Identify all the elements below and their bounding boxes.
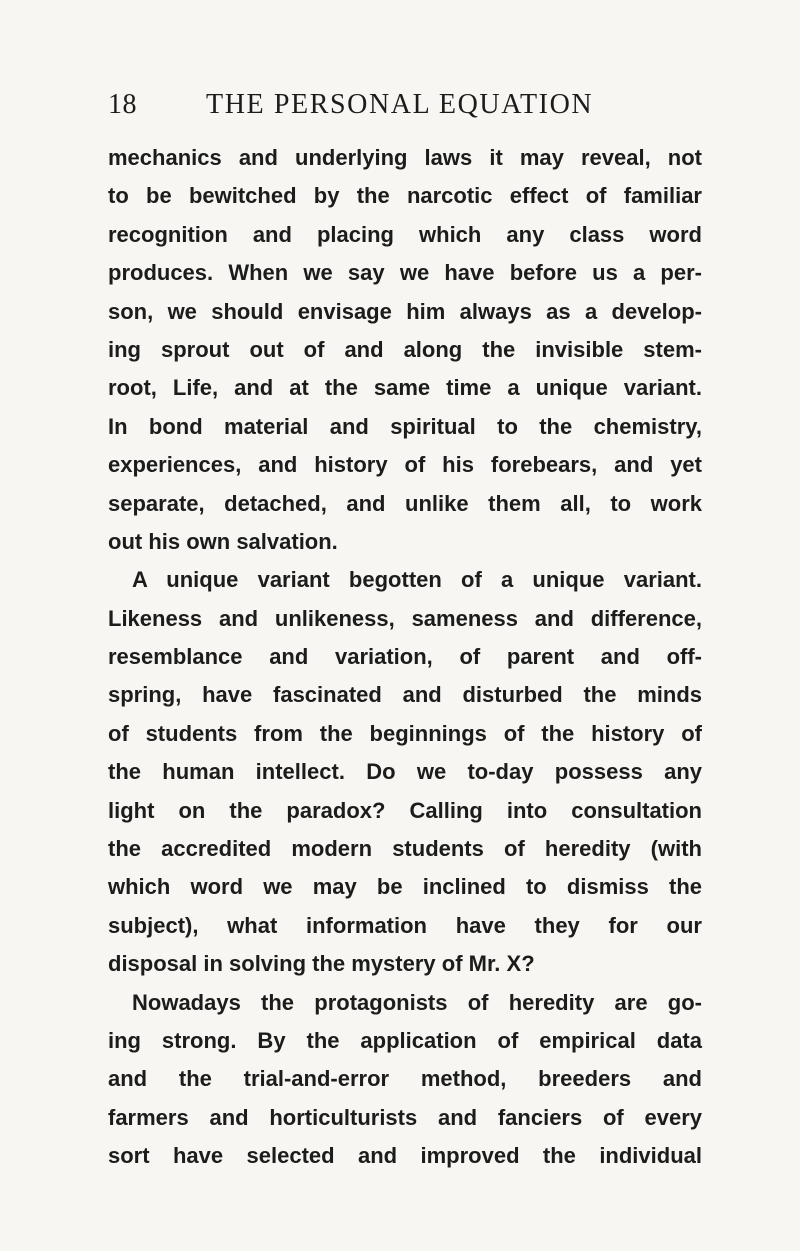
text-line: light on the paradox? Calling into consultation xyxy=(108,797,702,823)
text-line: which word we may be inclined to dismiss the xyxy=(108,874,702,900)
text-line: separate, detached, and unlike them all, to work xyxy=(108,490,702,516)
text-line: spring, have fascinated and disturbed the minds xyxy=(108,682,702,708)
text-line: farmers and horticulturists and fanciers of every xyxy=(108,1104,702,1130)
paragraph-first-line: A unique variant begotten of a unique variant. xyxy=(132,567,702,593)
running-head xyxy=(108,83,702,127)
body-text xyxy=(108,139,702,1176)
text-line: the accredited modern students of heredity (with xyxy=(108,836,702,862)
text-line: ing strong. By the application of empirical data xyxy=(108,1027,702,1053)
text-line: root, Life, and at the same time a unique variant. xyxy=(108,375,702,401)
running-title: THE PERSONAL EQUATION xyxy=(206,89,594,120)
text-line: Likeness and unlikeness, sameness and difference, xyxy=(108,605,702,631)
text-line: mechanics and underlying laws it may reveal, not xyxy=(108,145,702,170)
page-number: 18 xyxy=(108,89,137,120)
text-line: experiences, and history of his forebears, and yet xyxy=(108,452,702,478)
text-line: to be bewitched by the narcotic effect of familiar xyxy=(108,183,702,209)
text-line: In bond material and spiritual to the chemistry, xyxy=(108,413,702,439)
text-line: produces. When we say we have before us a per- xyxy=(108,260,702,286)
text-line: recognition and placing which any class word xyxy=(108,221,702,247)
paragraph-last-line: out his own salvation. xyxy=(108,528,338,554)
text-line: subject), what information have they for our xyxy=(108,912,702,938)
paragraph-last-line: disposal in solving the mystery of Mr. X? xyxy=(108,951,535,977)
text-line: ing sprout out of and along the invisible stem- xyxy=(108,336,702,362)
paragraph-first-line: Nowadays the protagonists of heredity are go- xyxy=(132,989,702,1015)
text-line: resemblance and variation, of parent and off- xyxy=(108,644,702,670)
text-line: the human intellect. Do we to-day possess any xyxy=(108,759,702,785)
text-line: sort have selected and improved the individual xyxy=(108,1143,702,1169)
text-line: son, we should envisage him always as a develop- xyxy=(108,298,702,324)
text-line: of students from the beginnings of the history of xyxy=(108,720,702,746)
text-line: and the trial-and-error method, breeders and xyxy=(108,1066,702,1092)
